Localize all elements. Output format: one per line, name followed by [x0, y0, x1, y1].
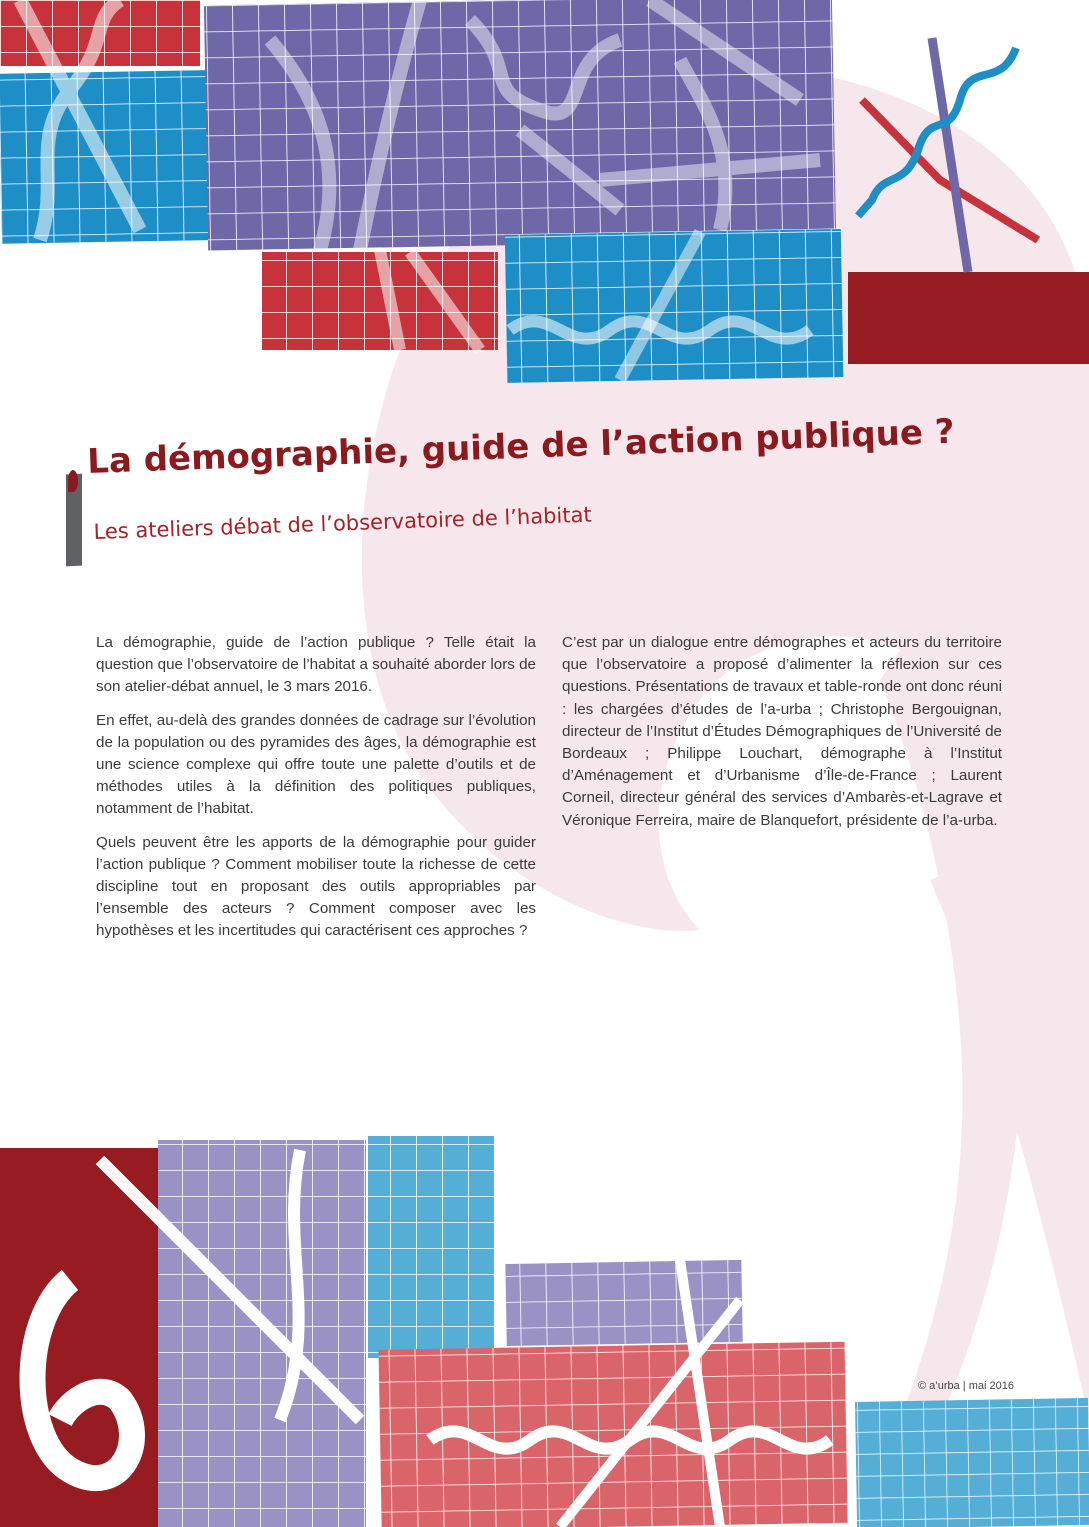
- paragraph: En effet, au-delà des grandes données de cadrage sur l’évolution de la population ou des pyramides des âges, la démographie est une science complexe qui offre toute une palette d’outils et de méthodes utiles à la définition des politiques publiques, notamment de l’habitat.: [96, 711, 536, 818]
- bottom-tile-blue-right: [855, 1398, 1089, 1527]
- paragraph: La démographie, guide de l’action publique ? Telle était la question que l’observatoire de l’habitat a souhaité aborder lors de son atelier-débat annuel, le 3 mars 2016.: [96, 634, 536, 696]
- paragraph: Quels peuvent être les apports de la démographie pour guider l’action publique ? Comment mobiliser toute la richesse de cette discipline tout en proposant des outils appropriables par l’ensemble des acteurs ? Comment composer avec les hypothèses et les incertitudes qui caractérisent ces approches ?: [96, 833, 536, 940]
- top-tile-blue-right: [505, 229, 844, 383]
- bottom-tile-light-purple: [505, 1260, 742, 1346]
- top-bar-dark-red: [848, 272, 1089, 364]
- copyright-footer: © a’urba | mai 2016: [918, 1380, 1014, 1392]
- text-column-right: [562, 632, 1002, 843]
- page-title: La démographie, guide de l’action publique ?: [86, 411, 956, 482]
- top-tile-red-small: [262, 250, 498, 350]
- page-subtitle: Les ateliers débat de l’observatoire de l’habitat: [93, 502, 592, 544]
- paragraph: C’est par un dialogue entre démographes et acteurs du territoire que l’observatoire a proposé d’alimenter la réflexion sur ces questions. Présentations de travaux et table-ronde ont donc réuni : les chargées d’études de l’a-urba ; Christophe Bergouignan, directeur de l’Institut d’Études Démographiques de l’Université de Bordeaux ; Philippe Louchart, démographe à l’Institut d’Aménagement et d’Urbanisme d’Île-de-France ; Laurent Corneil, directeur général des services d’Ambarès-et-Lagrave et Véronique Ferreira, maire de Blanquefort, présidente de l’a-urba.: [562, 634, 1002, 829]
- title-quote-mark: [68, 470, 78, 492]
- bottom-tile-light-blue: [368, 1136, 494, 1358]
- top-tile-purple: [204, 0, 836, 250]
- text-column-left: [96, 632, 536, 954]
